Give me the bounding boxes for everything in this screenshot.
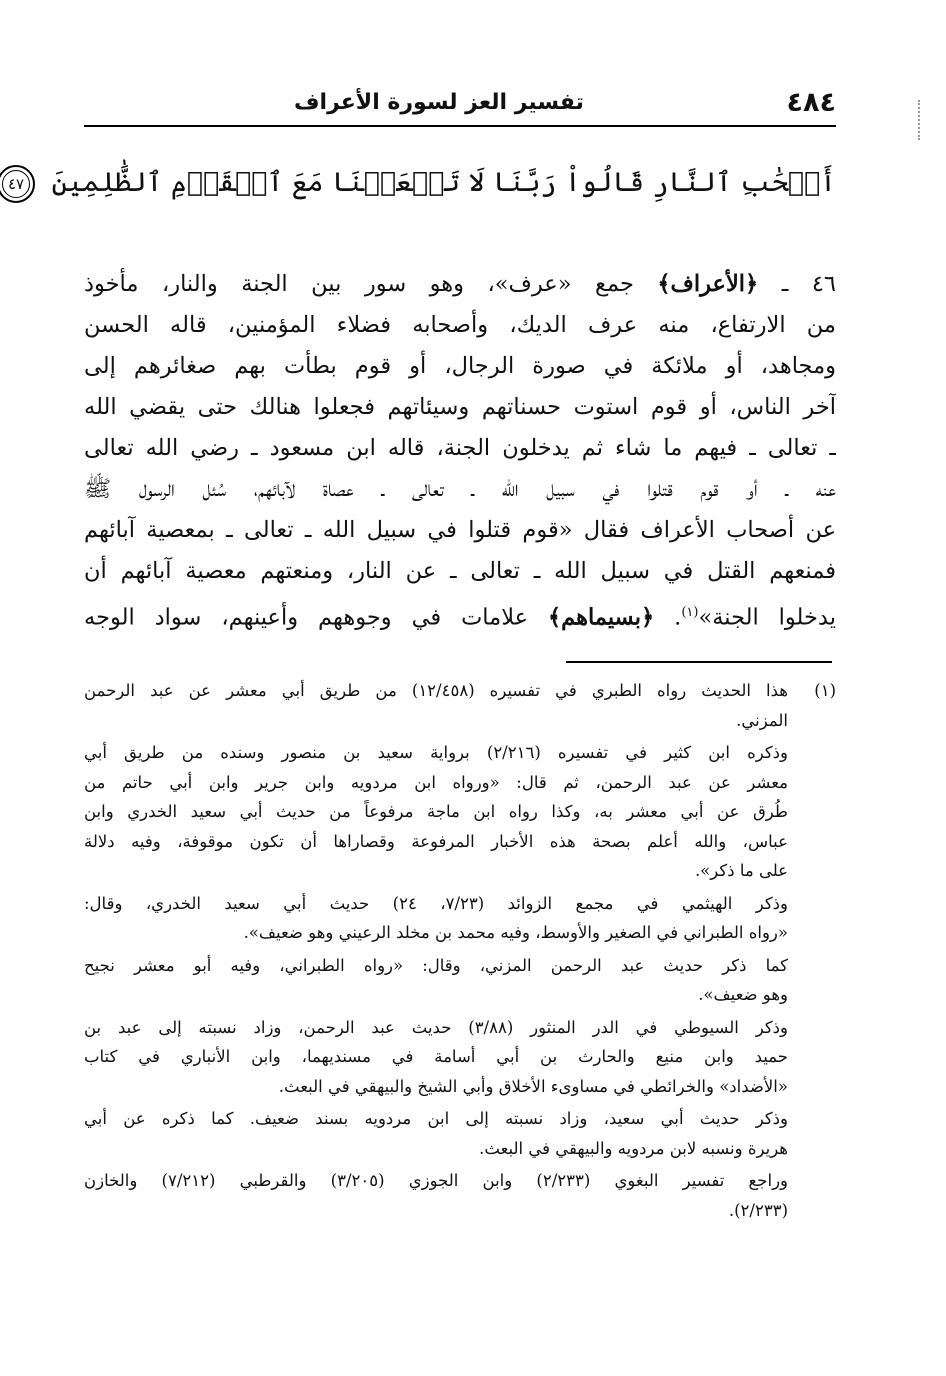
footnote-line: كما ذكر حديث عبد الرحمن المزني، وقال: «رواه الطبراني، وفيه أبو معشر نجيح xyxy=(84,955,788,975)
running-title: تفسير العز لسورة الأعراف xyxy=(294,89,584,115)
footnote-paragraph xyxy=(84,676,836,735)
body-line xyxy=(84,346,836,387)
footnote-paragraph xyxy=(84,738,836,886)
quran-verse xyxy=(7,154,836,212)
footnote-paragraph xyxy=(84,889,836,948)
body-text-segment: عنه ـ أو قوم قتلوا في سبيل الله ـ تعالى ـ عصاة لآبائهم، سُئل الرسول ﷺ xyxy=(84,476,836,502)
footnote-paragraph xyxy=(84,1013,836,1102)
footnote-reference: (١) xyxy=(681,605,699,620)
body-line xyxy=(84,510,836,551)
verse-text: أَصۡحَٰبِ ٱلنَّارِ قَالُواْ رَبَّنَا لَا تَجۡعَلۡنَا مَعَ ٱلۡقَوۡمِ ٱلظَّٰلِمِينَ xyxy=(51,167,836,198)
footnote-line: هذا الحديث رواه الطبري في تفسيره (١٢/٤٥٨) من طريق أبي معشر عن عبد الرحمن xyxy=(84,681,788,700)
footnote-paragraph xyxy=(84,951,836,1010)
body-text-segment: يدخلوا الجنة» xyxy=(698,604,836,631)
quranic-term: ﴿الأعراف﴾ xyxy=(657,271,759,297)
page-header xyxy=(84,80,836,124)
body-line xyxy=(84,592,836,633)
footnote-paragraph xyxy=(84,1166,836,1225)
body-text-segment: فمنعهم القتل في سبيل الله ـ تعالى ـ عن النار، ومنعتهم معصية آبائهم أن xyxy=(84,558,836,584)
body-text-segment: من الارتفاع، منه عرف الديك، وأصحابه فضلاء المؤمنين، قاله الحسن xyxy=(84,312,836,338)
body-line xyxy=(84,469,836,510)
footnote-line: وذكر الهيثمي في مجمع الزوائد (٧/٢٣، ٢٤) حديث أبي سعيد الخدري، وقال: xyxy=(84,893,788,913)
footnote-line: على ما ذكر». xyxy=(694,861,788,880)
footnote-line: حميد وابن منيع والحارث بن أبي أسامة في مسنديهما، وابن الأنباري في كتاب xyxy=(84,1047,788,1066)
header-rule xyxy=(84,125,836,127)
scan-edge-mark xyxy=(918,100,926,140)
footnote-line: وهو ضعيف». xyxy=(698,985,788,1004)
footnote-line: المزني. xyxy=(736,710,788,730)
footnote-line: «الأضداد» والخرائطي في مساوىء الأخلاق وأبي الشيخ والبيهقي في البعث. xyxy=(278,1076,788,1096)
body-text-segment: علامات في وجوههم وأعينهم، سواد الوجه xyxy=(84,604,548,631)
footnote-line: طُرق عن أبي معشر به، وكذا رواه ابن ماجة مرفوعاً من حديث أبي سعيد الخدري وابن xyxy=(84,802,788,821)
body-text-segment: عن أصحاب الأعراف فقال «قوم قتلوا في سبيل الله ـ تعالى ـ بمعصية آبائهم xyxy=(84,517,836,543)
body-text-segment: ـ تعالى ـ فيهم ما شاء ثم يدخلون الجنة، قاله ابن مسعود ـ رضي الله تعالى xyxy=(84,435,836,461)
footnote-line: وذكر حديث أبي سعيد، وزاد نسبته إلى ابن مردويه بسند ضعيف. كما ذكره عن أبي xyxy=(84,1109,788,1128)
footnote-line: (٢/٢٣٣). xyxy=(728,1200,788,1220)
body-line xyxy=(84,305,836,346)
body-line xyxy=(84,387,836,428)
footnote-line: وراجع تفسير البغوي (٢/٢٣٣) وابن الجوزي (٣/٢٠٥) والقرطبي (٧/٢١٢) والخازن xyxy=(84,1171,788,1190)
footnote-line: عباس، والله أعلم بصحة هذه الأخبار المرفوعة وقصاراها أن تكون موقوفة، وفيه دلالة xyxy=(84,831,788,851)
body-text-segment: ٤٦ ـ xyxy=(758,271,836,297)
body-text-segment: جمع «عرف»، وهو سور بين الجنة والنار، مأخوذ xyxy=(84,271,658,297)
verse-number-ornament: ٤٧ xyxy=(0,165,35,203)
footnote-line: هريرة ونسبه لابن مردويه والبيهقي في البعث. xyxy=(479,1138,788,1158)
commentary-body xyxy=(84,264,836,633)
page-number: ٤٨٤ xyxy=(786,86,836,118)
footnotes-section xyxy=(84,676,836,1225)
body-line xyxy=(84,428,836,469)
footnote-paragraph xyxy=(84,1104,836,1163)
body-text-segment: آخر الناس، أو قوم استوت حسناتهم وسيئاتهم فجعلوا هنالك حتى يقضي الله xyxy=(84,394,836,420)
footnote-line: وذكره ابن كثير في تفسيره (٢/٢١٦) برواية سعيد بن منصور وسنده من طريق أبي xyxy=(84,743,788,762)
footnote-line: «رواه الطبراني في الصغير والأوسط، وفيه محمد بن مخلد الرعيني وهو ضعيف». xyxy=(243,923,788,942)
quranic-term: ﴿بسيماهم﴾ xyxy=(548,604,655,631)
footnote-separator xyxy=(566,661,832,663)
body-line xyxy=(84,551,836,592)
footnote-marker: (١) xyxy=(814,681,836,700)
body-text-segment: . xyxy=(654,604,682,631)
body-line xyxy=(84,264,836,305)
body-text-segment: ومجاهد، أو ملائكة في صورة الرجال، أو قوم بطأت بهم صغائرهم إلى xyxy=(84,353,836,379)
footnote-line: وذكر السيوطي في الدر المنثور (٣/٨٨) حديث عبد الرحمن، وزاد نسبته إلى عبد بن xyxy=(84,1017,788,1037)
footnote-line: معشر عن عبد الرحمن، ثم قال: «ورواه ابن مردويه وابن جرير وابن أبي حاتم من xyxy=(84,772,788,792)
